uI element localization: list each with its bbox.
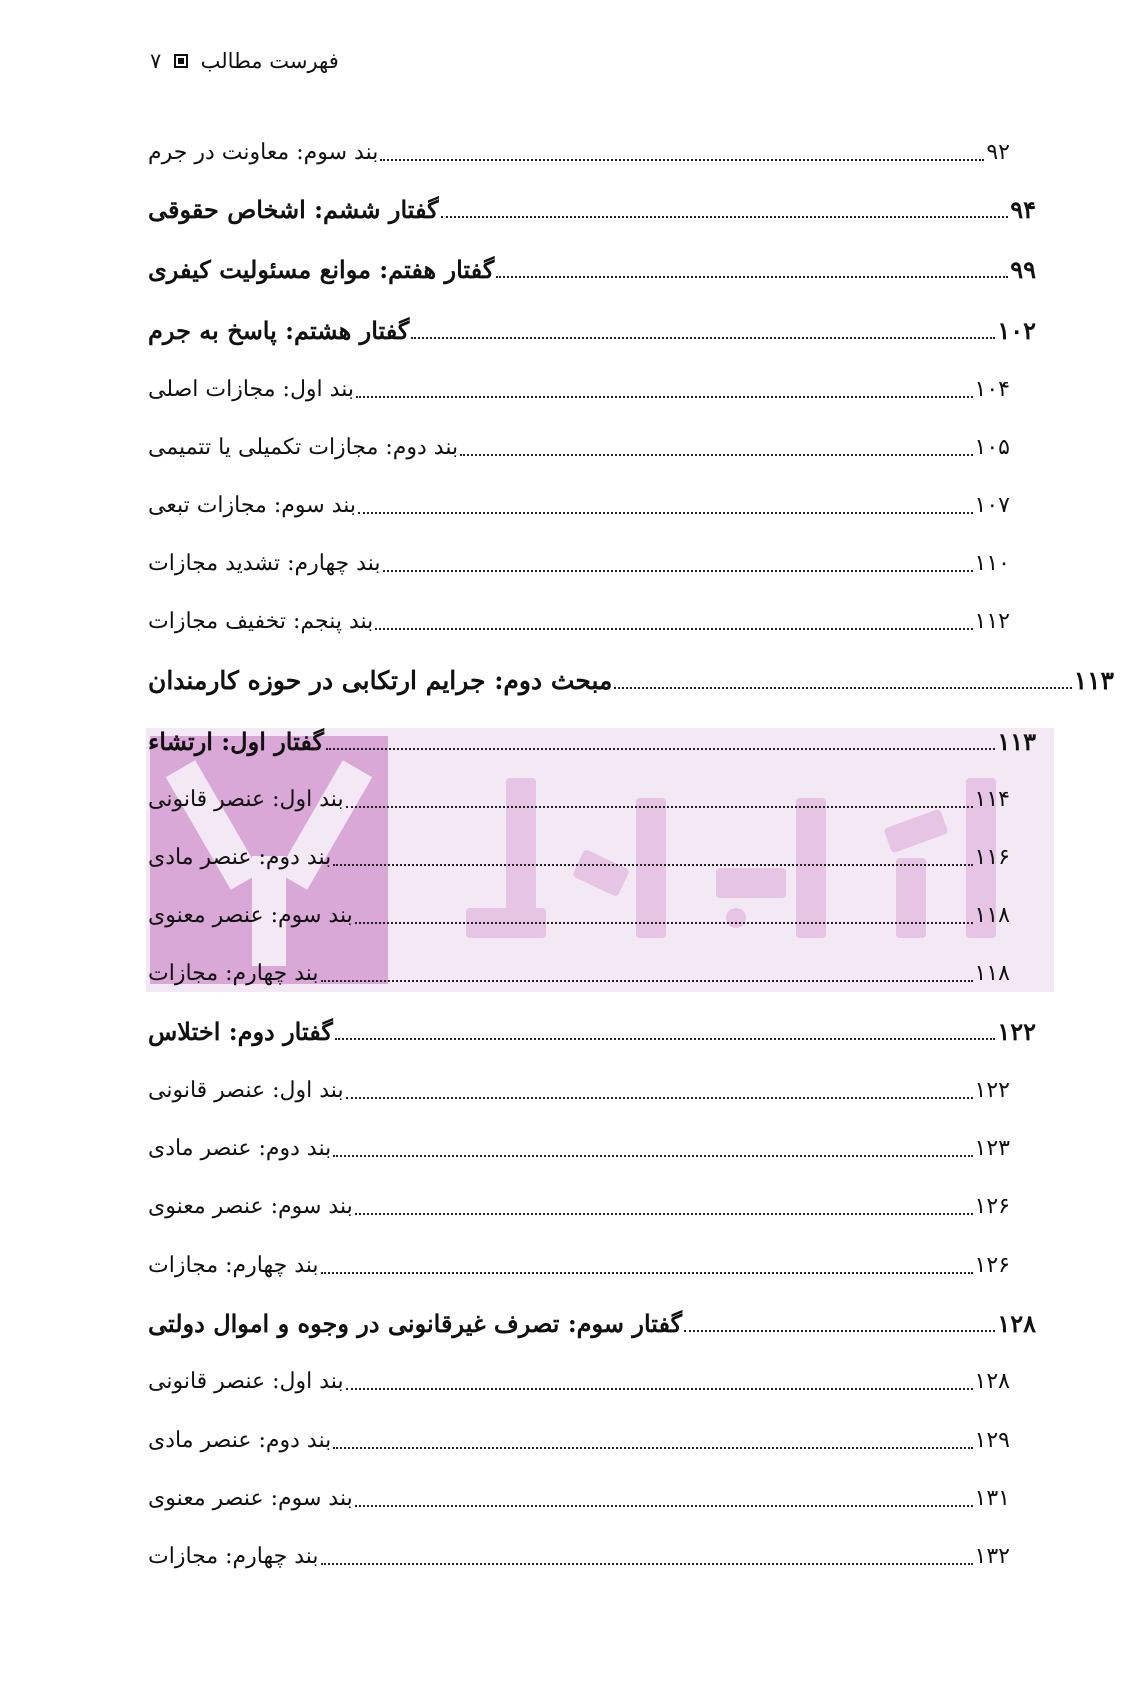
- dot-leader: [326, 748, 995, 750]
- dot-leader: [684, 1330, 995, 1332]
- toc-entry-page: ۱۱۶: [974, 845, 1010, 870]
- toc-entry: [148, 604, 1010, 638]
- dot-leader: [375, 628, 972, 630]
- dot-leader: [335, 1038, 996, 1040]
- toc-entry-page: ۱۲۳: [974, 1136, 1010, 1161]
- toc-entry-title: بند سوم: مجازات تبعی: [148, 493, 356, 518]
- toc-entry-title: بند دوم: عنصر مادی: [148, 845, 332, 870]
- dot-leader: [355, 1505, 973, 1507]
- dot-leader: [383, 570, 973, 572]
- toc-entry: [148, 782, 1010, 816]
- dot-leader: [356, 396, 973, 398]
- toc-entry-title: گفتار اول: ارتشاء: [148, 727, 324, 756]
- toc-entry-page: ۱۲۹: [974, 1428, 1010, 1453]
- toc-entry: [148, 663, 1114, 697]
- toc-entry-title: بند اول: مجازات اصلی: [148, 377, 354, 402]
- toc-entry-page: ۱۱۳: [997, 727, 1036, 756]
- dot-leader: [346, 1388, 973, 1390]
- dot-leader: [321, 980, 973, 982]
- toc-entry-page: ۱۰۲: [997, 316, 1036, 345]
- toc-entry-page: ۱۱۸: [974, 903, 1010, 928]
- toc-entry-title: گفتار هفتم: موانع مسئولیت کیفری: [148, 255, 495, 284]
- toc-entry-title: بند پنجم: تخفیف مجازات: [148, 609, 374, 634]
- toc-entry-title: بند سوم: معاونت در جرم: [148, 140, 379, 165]
- toc-entry-page: ۹۴: [1010, 195, 1036, 224]
- toc-entry: [148, 488, 1010, 522]
- dot-leader: [380, 159, 984, 161]
- toc-entry-page: ۱۱۳: [1073, 666, 1114, 695]
- dot-leader: [411, 337, 995, 339]
- toc-entry: [148, 313, 1036, 347]
- dot-leader: [355, 922, 973, 924]
- toc-entry-title: بند چهارم: مجازات: [148, 1544, 319, 1569]
- toc-entry-page: ۱۳۲: [974, 1544, 1010, 1569]
- toc-entry: [148, 898, 1010, 932]
- toc-entry: [148, 724, 1036, 758]
- toc-entry-page: ۱۱۴: [974, 787, 1010, 812]
- toc-entry-page: ۱۲۶: [974, 1194, 1010, 1219]
- header-title: فهرست مطالب: [200, 48, 339, 73]
- toc-entry-title: مبحث دوم: جرایم ارتکابی در حوزه کارمندان: [148, 666, 613, 695]
- toc-entry-title: بند اول: عنصر قانونی: [148, 1078, 344, 1103]
- toc-entry-page: ۱۲۸: [974, 1369, 1010, 1394]
- dot-leader: [346, 1097, 973, 1099]
- toc-entry: [148, 430, 1010, 464]
- toc-entry: [148, 956, 1010, 990]
- toc-entry-title: بند سوم: عنصر معنوی: [148, 1194, 353, 1219]
- toc-entry: [148, 1481, 1010, 1515]
- dot-leader: [460, 454, 972, 456]
- toc-entry-page: ۱۰۵: [974, 435, 1010, 460]
- toc-entry-title: بند چهارم: تشدید مجازات: [148, 551, 381, 576]
- dot-leader: [355, 1213, 973, 1215]
- toc-entry-page: ۱۲۲: [997, 1017, 1036, 1046]
- toc-entry-page: ۹۲: [986, 140, 1010, 165]
- toc-entry-page: ۹۹: [1010, 255, 1036, 284]
- toc-entry: [148, 1539, 1010, 1573]
- toc-entry-title: بند اول: عنصر قانونی: [148, 787, 344, 812]
- toc-entry-title: بند دوم: عنصر مادی: [148, 1136, 332, 1161]
- toc-entry-page: ۱۱۲: [974, 609, 1010, 634]
- toc-entry: [148, 1014, 1036, 1048]
- toc-entry-title: بند سوم: عنصر معنوی: [148, 903, 353, 928]
- toc-entry-page: ۱۰۴: [974, 377, 1010, 402]
- toc-entry-page: ۱۱۰: [974, 551, 1010, 576]
- dot-leader: [346, 806, 973, 808]
- toc-entry-title: بند دوم: عنصر مادی: [148, 1428, 332, 1453]
- toc-entry: [148, 546, 1010, 580]
- dot-leader: [496, 276, 1008, 278]
- toc-entry-title: بند چهارم: مجازات: [148, 961, 319, 986]
- toc-entry-title: بند اول: عنصر قانونی: [148, 1369, 344, 1394]
- toc-entry: [148, 1364, 1010, 1398]
- toc-entry-title: بند چهارم: مجازات: [148, 1253, 319, 1278]
- toc-entry-title: بند سوم: عنصر معنوی: [148, 1486, 353, 1511]
- toc-entry: [148, 840, 1010, 874]
- toc-entry: [148, 1073, 1010, 1107]
- toc-entry-page: ۱۳۱: [974, 1486, 1010, 1511]
- toc-entry: [148, 1131, 1010, 1165]
- toc-entry-page: ۱۱۸: [974, 961, 1010, 986]
- toc-entry-page: ۱۲۲: [974, 1078, 1010, 1103]
- toc-entry-title: گفتار سوم: تصرف غیرقانونی در وجوه و اموال دولتی: [148, 1309, 683, 1338]
- toc-entry-title: گفتار دوم: اختلاس: [148, 1017, 333, 1046]
- toc-entry-title: بند دوم: مجازات تکمیلی یا تتمیمی: [148, 435, 459, 460]
- toc-entry-page: ۱۲۸: [997, 1309, 1036, 1338]
- dot-leader: [441, 216, 1009, 218]
- toc-entry-page: ۱۲۶: [974, 1253, 1010, 1278]
- toc-entry: [148, 1306, 1036, 1340]
- dot-leader: [333, 1155, 972, 1157]
- toc-entry: [148, 372, 1010, 406]
- dot-leader: [614, 687, 1071, 689]
- dot-leader: [321, 1563, 973, 1565]
- toc-entry-title: گفتار هشتم: پاسخ به جرم: [148, 316, 410, 345]
- toc-entry: [148, 192, 1036, 226]
- toc-entry: [148, 1423, 1010, 1457]
- toc-entry: [148, 1189, 1010, 1223]
- toc-entry: [148, 1248, 1010, 1282]
- header-page-number: ۷: [150, 48, 162, 73]
- toc-entry-title: گفتار ششم: اشخاص حقوقی: [148, 195, 439, 224]
- toc-entry: [148, 252, 1036, 286]
- dot-leader: [358, 512, 973, 514]
- dot-leader: [333, 864, 972, 866]
- toc-entry: [148, 135, 1010, 169]
- dot-leader: [333, 1447, 972, 1449]
- dot-leader: [321, 1272, 973, 1274]
- toc-entry-page: ۱۰۷: [974, 493, 1010, 518]
